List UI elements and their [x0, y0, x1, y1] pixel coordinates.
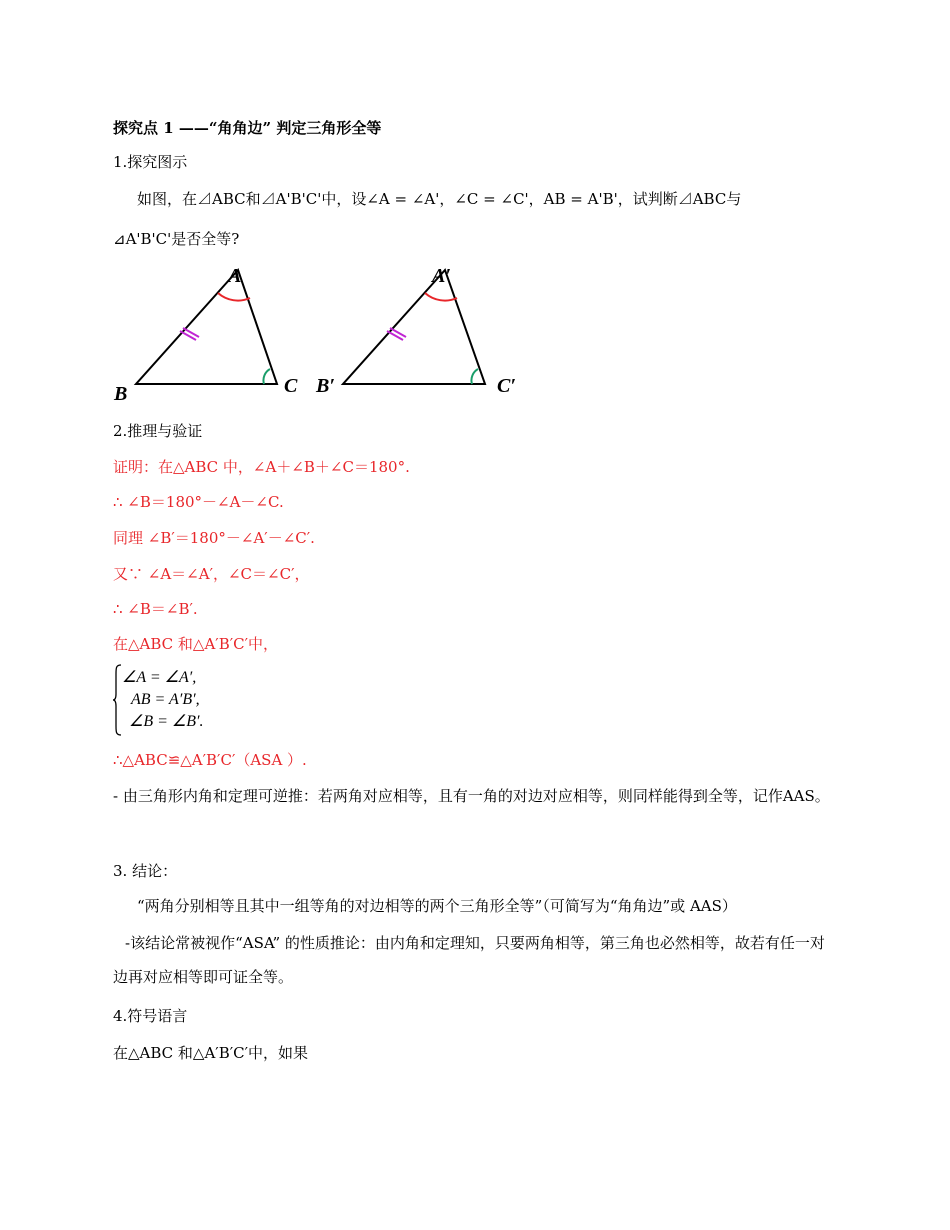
- problem-statement-line-1: 如图，在⊿ABC和⊿A'B'C'中，设∠A = ∠A'，∠C = ∠C'，AB = A'B'，试判断⊿ABC与: [137, 190, 742, 208]
- angle-c-arc: [263, 369, 270, 384]
- vertex-b-label: B: [114, 383, 128, 405]
- proof-line-6: 在△ABC 和△A′B′C′中，: [113, 635, 279, 653]
- symbolic-language-line: 在△ABC 和△A′B′C′中，如果: [113, 1044, 309, 1062]
- section-4-title: 4.符号语言: [113, 1007, 188, 1025]
- triangle-a-prime-b-prime-c-prime: [315, 265, 516, 397]
- triangle-abc: [113, 265, 298, 405]
- angle-a-prime-arc: [425, 293, 457, 301]
- section-2-title: 2.推理与验证: [113, 422, 203, 440]
- side-ab-tick-2: [183, 328, 199, 337]
- problem-statement-line-2: ⊿A'B'C'是否全等?: [113, 230, 240, 248]
- system-line-1: ∠A = ∠A′,: [122, 669, 197, 686]
- side-a-prime-b-prime-tick-1: [387, 331, 403, 340]
- vertex-b-prime-label: B′: [316, 375, 335, 397]
- vertex-c-prime-label: C′: [497, 375, 516, 397]
- conclusion-statement: “两角分别相等且其中一组等角的对边相等的两个三角形全等”（可简写为“角角边”或 AAS）: [137, 897, 737, 915]
- proof-line-4: 又∵ ∠A＝∠A′，∠C＝∠C′，: [113, 565, 310, 583]
- section-1-title: 1.探究图示: [113, 153, 188, 171]
- side-ab-tick-1: [180, 331, 196, 340]
- section-heading: 探究点 1 ——“角角边” 判定三角形全等: [113, 119, 382, 137]
- vertex-a-prime-label: A′: [432, 265, 451, 287]
- proof-line-5: ∴ ∠B＝∠B′.: [113, 600, 198, 618]
- section-3-title: 3. 结论：: [113, 862, 178, 880]
- conclusion-remark: -该结论常被视作“ASA” 的性质推论：由内角和定理知，只要两角相等，第三角也必然相等，故若有任一对边再对应相等即可证全等。: [113, 934, 825, 986]
- angle-c-prime-arc: [471, 369, 478, 384]
- vertex-c-label: C: [284, 375, 298, 397]
- triangles-figure: [110, 262, 540, 407]
- side-a-prime-b-prime-tick-2: [390, 328, 406, 337]
- system-line-3: ∠B = ∠B′.: [129, 713, 204, 730]
- proof-conclusion: ∴△ABC≌△A′B′C′（ASA ）.: [113, 751, 307, 769]
- system-line-2: AB = A′B′,: [131, 691, 200, 708]
- aas-note: - 由三角形内角和定理可逆推：若两角对应相等，且有一角的对边对应相等，则同样能得到全等，记作AAS。: [113, 787, 830, 805]
- proof-line-1: 证明：在△ABC 中，∠A＋∠B＋∠C＝180°.: [113, 458, 410, 476]
- vertex-a-label: A: [228, 265, 242, 287]
- proof-line-2: ∴ ∠B＝180°－∠A－∠C.: [113, 493, 284, 511]
- proof-line-3: 同理 ∠B′＝180°－∠A′－∠C′.: [113, 529, 315, 547]
